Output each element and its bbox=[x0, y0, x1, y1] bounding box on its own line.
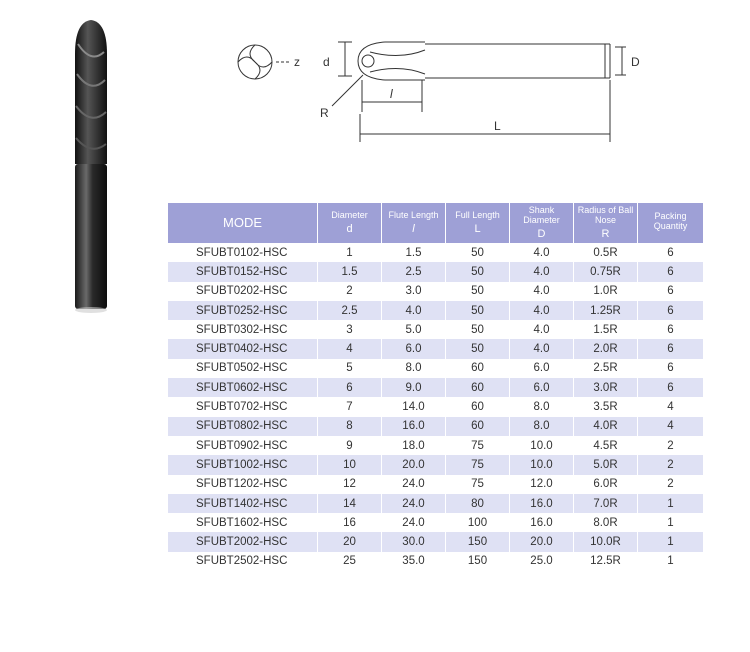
label-z: z bbox=[294, 55, 300, 69]
shank-diameter-cell: 12.0 bbox=[510, 475, 574, 494]
full-length-cell: 75 bbox=[446, 475, 510, 494]
radius-cell: 6.0R bbox=[574, 475, 638, 494]
shank-diameter-cell: 4.0 bbox=[510, 320, 574, 339]
radius-cell: 3.5R bbox=[574, 397, 638, 416]
diameter-cell: 1 bbox=[318, 243, 382, 262]
table-row bbox=[168, 475, 703, 494]
model-cell: SFUBT0502-HSC bbox=[168, 359, 318, 378]
diameter-cell: 4 bbox=[318, 339, 382, 358]
quantity-cell: 1 bbox=[638, 532, 703, 551]
table-row bbox=[168, 552, 703, 571]
radius-cell: 2.5R bbox=[574, 359, 638, 378]
flute-length-cell: 30.0 bbox=[382, 532, 446, 551]
table-row bbox=[168, 378, 703, 397]
table-row bbox=[168, 301, 703, 320]
full-length-cell: 50 bbox=[446, 282, 510, 301]
flute-length-cell: 24.0 bbox=[382, 513, 446, 532]
model-cell: SFUBT0702-HSC bbox=[168, 397, 318, 416]
diameter-cell: 5 bbox=[318, 359, 382, 378]
dimension-diagram bbox=[210, 30, 650, 150]
diameter-cell: 1.5 bbox=[318, 262, 382, 281]
diameter-cell: 16 bbox=[318, 513, 382, 532]
model-cell: SFUBT0152-HSC bbox=[168, 262, 318, 281]
flute-length-cell: 5.0 bbox=[382, 320, 446, 339]
table-row bbox=[168, 243, 703, 262]
header-full-length: Full Length L bbox=[446, 203, 510, 243]
model-cell: SFUBT0252-HSC bbox=[168, 301, 318, 320]
shank-diameter-cell: 6.0 bbox=[510, 359, 574, 378]
radius-cell: 5.0R bbox=[574, 455, 638, 474]
quantity-cell: 6 bbox=[667, 362, 674, 375]
shank-diameter-cell: 20.0 bbox=[510, 532, 574, 551]
shank-diameter-cell: 4.0 bbox=[510, 243, 574, 262]
shank-diameter-cell: 16.0 bbox=[510, 494, 574, 513]
model-cell: SFUBT2502-HSC bbox=[168, 552, 318, 571]
quantity-cell: 6 bbox=[667, 285, 674, 298]
radius-cell: 3.0R bbox=[574, 378, 638, 397]
model-cell: SFUBT1402-HSC bbox=[168, 494, 318, 513]
shank-diameter-cell: 4.0 bbox=[510, 282, 574, 301]
diameter-cell: 8 bbox=[318, 417, 382, 436]
shank-diameter-cell: 16.0 bbox=[510, 513, 574, 532]
quantity-cell: 2 bbox=[667, 478, 674, 491]
table-row bbox=[168, 262, 703, 281]
flute-length-cell: 14.0 bbox=[382, 397, 446, 416]
table-row bbox=[168, 513, 703, 532]
diameter-cell: 12 bbox=[318, 475, 382, 494]
shank-diameter-cell: 4.0 bbox=[510, 262, 574, 281]
model-cell: SFUBT1202-HSC bbox=[168, 475, 318, 494]
diameter-cell: 9 bbox=[318, 436, 382, 455]
table-row bbox=[168, 282, 703, 301]
shank-diameter-cell: 8.0 bbox=[510, 397, 574, 416]
quantity-cell: 1 bbox=[638, 494, 703, 513]
header-packing-quantity: Packing Quantity bbox=[638, 203, 703, 243]
quantity-cell: 2 bbox=[638, 455, 703, 474]
label-d: d bbox=[323, 55, 330, 69]
flute-length-cell: 8.0 bbox=[382, 359, 446, 378]
shank-diameter-cell: 4.0 bbox=[510, 301, 574, 320]
flute-length-cell: 16.0 bbox=[382, 417, 446, 436]
flute-length-cell: 35.0 bbox=[382, 552, 446, 571]
full-length-cell: 50 bbox=[446, 301, 510, 320]
quantity-cell: 1 bbox=[667, 516, 674, 529]
table-row bbox=[168, 397, 703, 416]
header-diameter: Diameter d bbox=[318, 203, 382, 243]
shank-diameter-cell: 6.0 bbox=[510, 378, 574, 397]
side-view-drawing bbox=[332, 42, 626, 142]
table-row bbox=[168, 532, 703, 551]
shank-diameter-cell: 4.0 bbox=[510, 339, 574, 358]
quantity-cell: 2 bbox=[667, 439, 674, 452]
diameter-cell: 6 bbox=[318, 378, 382, 397]
model-cell: SFUBT2002-HSC bbox=[168, 532, 318, 551]
full-length-cell: 60 bbox=[446, 397, 510, 416]
quantity-cell: 6 bbox=[638, 301, 703, 320]
diameter-cell: 2.5 bbox=[318, 301, 382, 320]
label-L: L bbox=[494, 119, 501, 133]
table-header-row bbox=[168, 203, 703, 243]
end-view-drawing bbox=[238, 45, 290, 79]
model-cell: SFUBT0202-HSC bbox=[168, 282, 318, 301]
radius-cell: 10.0R bbox=[574, 532, 638, 551]
radius-cell: 0.5R bbox=[574, 243, 638, 262]
flute-length-cell: 3.0 bbox=[382, 282, 446, 301]
full-length-cell: 150 bbox=[446, 552, 510, 571]
quantity-cell: 6 bbox=[638, 262, 703, 281]
table-row bbox=[168, 320, 703, 339]
table-row bbox=[168, 494, 703, 513]
flute-length-cell: 4.0 bbox=[382, 301, 446, 320]
table-row bbox=[168, 359, 703, 378]
full-length-cell: 50 bbox=[446, 320, 510, 339]
radius-cell: 0.75R bbox=[574, 262, 638, 281]
table-row bbox=[168, 436, 703, 455]
label-D: D bbox=[631, 55, 640, 69]
full-length-cell: 50 bbox=[446, 339, 510, 358]
radius-cell: 8.0R bbox=[574, 513, 638, 532]
diameter-cell: 7 bbox=[318, 397, 382, 416]
quantity-cell: 6 bbox=[638, 378, 703, 397]
shank-diameter-cell: 8.0 bbox=[510, 417, 574, 436]
full-length-cell: 75 bbox=[446, 436, 510, 455]
table-row bbox=[168, 417, 703, 436]
quantity-cell: 4 bbox=[638, 417, 703, 436]
flute-length-cell: 6.0 bbox=[382, 339, 446, 358]
table-row bbox=[168, 339, 703, 358]
diameter-cell: 20 bbox=[318, 532, 382, 551]
quantity-cell: 6 bbox=[667, 246, 674, 259]
quantity-cell: 6 bbox=[667, 323, 674, 336]
shank-diameter-cell: 25.0 bbox=[510, 552, 574, 571]
shank-diameter-cell: 10.0 bbox=[510, 436, 574, 455]
flute-length-cell: 9.0 bbox=[382, 378, 446, 397]
diameter-cell: 3 bbox=[318, 320, 382, 339]
label-R: R bbox=[320, 106, 329, 120]
quantity-cell: 4 bbox=[667, 401, 674, 414]
model-cell: SFUBT0602-HSC bbox=[168, 378, 318, 397]
flute-length-cell: 24.0 bbox=[382, 494, 446, 513]
specification-table bbox=[168, 203, 703, 571]
table-row bbox=[168, 455, 703, 474]
flute-length-cell: 18.0 bbox=[382, 436, 446, 455]
label-l: l bbox=[390, 87, 393, 101]
full-length-cell: 60 bbox=[446, 417, 510, 436]
full-length-cell: 60 bbox=[446, 359, 510, 378]
radius-cell: 7.0R bbox=[574, 494, 638, 513]
model-cell: SFUBT1002-HSC bbox=[168, 455, 318, 474]
model-cell: SFUBT1602-HSC bbox=[168, 513, 318, 532]
model-cell: SFUBT0102-HSC bbox=[168, 243, 318, 262]
radius-cell: 4.5R bbox=[574, 436, 638, 455]
model-cell: SFUBT0902-HSC bbox=[168, 436, 318, 455]
header-flute-length: Flute Length l bbox=[382, 203, 446, 243]
header-ball-nose-radius: Radius of Ball Nose R bbox=[574, 203, 638, 243]
full-length-cell: 75 bbox=[446, 455, 510, 474]
header-shank-diameter: Shank Diameter D bbox=[510, 203, 574, 243]
radius-cell: 12.5R bbox=[574, 552, 638, 571]
shank-diameter-cell: 10.0 bbox=[510, 455, 574, 474]
full-length-cell: 150 bbox=[446, 532, 510, 551]
quantity-cell: 6 bbox=[638, 339, 703, 358]
model-cell: SFUBT0402-HSC bbox=[168, 339, 318, 358]
radius-cell: 4.0R bbox=[574, 417, 638, 436]
radius-cell: 1.5R bbox=[574, 320, 638, 339]
radius-cell: 2.0R bbox=[574, 339, 638, 358]
full-length-cell: 60 bbox=[446, 378, 510, 397]
flute-length-cell: 1.5 bbox=[382, 243, 446, 262]
full-length-cell: 100 bbox=[446, 513, 510, 532]
model-cell: SFUBT0802-HSC bbox=[168, 417, 318, 436]
diameter-cell: 25 bbox=[318, 552, 382, 571]
radius-cell: 1.0R bbox=[574, 282, 638, 301]
end-mill-photo bbox=[58, 14, 128, 314]
header-mode: MODE bbox=[168, 203, 318, 243]
flute-length-cell: 2.5 bbox=[382, 262, 446, 281]
quantity-cell: 1 bbox=[667, 555, 674, 568]
radius-cell: 1.25R bbox=[574, 301, 638, 320]
full-length-cell: 80 bbox=[446, 494, 510, 513]
model-cell: SFUBT0302-HSC bbox=[168, 320, 318, 339]
flute-length-cell: 24.0 bbox=[382, 475, 446, 494]
diameter-cell: 10 bbox=[318, 455, 382, 474]
diameter-cell: 14 bbox=[318, 494, 382, 513]
full-length-cell: 50 bbox=[446, 243, 510, 262]
diameter-cell: 2 bbox=[318, 282, 382, 301]
full-length-cell: 50 bbox=[446, 262, 510, 281]
flute-length-cell: 20.0 bbox=[382, 455, 446, 474]
